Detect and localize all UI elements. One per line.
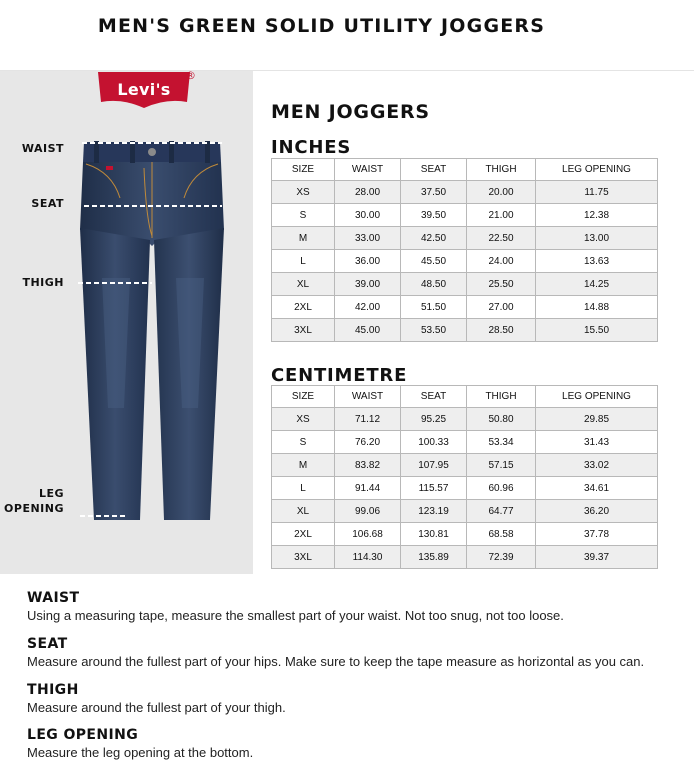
- table-cell: 99.06: [335, 500, 401, 523]
- table-cell: 53.50: [401, 319, 467, 342]
- jeans-icon: [72, 128, 232, 530]
- chart-title: MEN JOGGERS: [271, 101, 430, 123]
- table-cell: 42.50: [401, 227, 467, 250]
- col-header: SEAT: [401, 386, 467, 408]
- label-waist: WAIST: [21, 142, 64, 155]
- table-cell: 33.00: [335, 227, 401, 250]
- table-row: [272, 319, 658, 342]
- definition-title-seat: SEAT: [27, 636, 68, 652]
- table-cell: XL: [272, 500, 335, 523]
- table-row: [272, 500, 658, 523]
- table-cell: 39.37: [536, 546, 658, 569]
- definition-text-leg-opening: Measure the leg opening at the bottom.: [27, 745, 254, 760]
- table-cell: XL: [272, 273, 335, 296]
- table-cell: L: [272, 477, 335, 500]
- table-cell: 14.25: [536, 273, 658, 296]
- table-cell: 37.78: [536, 523, 658, 546]
- table-cell: 45.00: [335, 319, 401, 342]
- table-cell: 60.96: [467, 477, 536, 500]
- table-cell: 13.63: [536, 250, 658, 273]
- table-cell: 37.50: [401, 181, 467, 204]
- definition-text-seat: Measure around the fullest part of your hips. Make sure to keep the tape measure as horizontal as you can.: [27, 654, 645, 669]
- inches-table: [271, 158, 658, 342]
- table-cell: 45.50: [401, 250, 467, 273]
- table-cell: 48.50: [401, 273, 467, 296]
- table-row: [272, 250, 658, 273]
- table-row: [272, 408, 658, 431]
- table-cell: 71.12: [335, 408, 401, 431]
- table-row: [272, 181, 658, 204]
- table-row: [272, 431, 658, 454]
- table-cell: 39.00: [335, 273, 401, 296]
- table-row: [272, 546, 658, 569]
- table-cell: S: [272, 431, 335, 454]
- table-cell: 76.20: [335, 431, 401, 454]
- table-cell: 29.85: [536, 408, 658, 431]
- table-cell: 130.81: [401, 523, 467, 546]
- page-title: MEN'S GREEN SOLID UTILITY JOGGERS: [97, 15, 546, 37]
- col-header: THIGH: [467, 386, 536, 408]
- col-header: WAIST: [335, 159, 401, 181]
- col-header: LEG OPENING: [536, 386, 658, 408]
- table-cell: 30.00: [335, 204, 401, 227]
- table-cell: 27.00: [467, 296, 536, 319]
- table-cell: 83.82: [335, 454, 401, 477]
- table-cell: 95.25: [401, 408, 467, 431]
- table-cell: 34.61: [536, 477, 658, 500]
- inches-heading: INCHES: [271, 137, 352, 158]
- table-cell: 14.88: [536, 296, 658, 319]
- table-cell: 36.20: [536, 500, 658, 523]
- table-cell: 123.19: [401, 500, 467, 523]
- definition-title-leg-opening: LEG OPENING: [27, 727, 139, 743]
- levis-logo: [98, 69, 196, 109]
- table-cell: 51.50: [401, 296, 467, 319]
- table-cell: 53.34: [467, 431, 536, 454]
- table-row: [272, 477, 658, 500]
- col-header: SIZE: [272, 159, 335, 181]
- table-cell: 20.00: [467, 181, 536, 204]
- table-cell: 22.50: [467, 227, 536, 250]
- table-cell: 25.50: [467, 273, 536, 296]
- table-cell: 2XL: [272, 296, 335, 319]
- table-cell: 13.00: [536, 227, 658, 250]
- table-cell: XS: [272, 181, 335, 204]
- col-header: LEG OPENING: [536, 159, 658, 181]
- label-leg-opening-line1: LEG: [38, 487, 64, 500]
- table-cell: L: [272, 250, 335, 273]
- table-cell: 64.77: [467, 500, 536, 523]
- table-cell: XS: [272, 408, 335, 431]
- table-cell: 91.44: [335, 477, 401, 500]
- col-header: SIZE: [272, 386, 335, 408]
- table-cell: 57.15: [467, 454, 536, 477]
- table-cell: 33.02: [536, 454, 658, 477]
- table-cell: 50.80: [467, 408, 536, 431]
- table-cell: 3XL: [272, 546, 335, 569]
- table-header-row: [272, 386, 658, 408]
- centimetre-heading: CENTIMETRE: [271, 365, 408, 386]
- col-header: WAIST: [335, 386, 401, 408]
- table-cell: 107.95: [401, 454, 467, 477]
- table-cell: M: [272, 227, 335, 250]
- table-cell: S: [272, 204, 335, 227]
- table-cell: 2XL: [272, 523, 335, 546]
- table-cell: M: [272, 454, 335, 477]
- table-row: [272, 523, 658, 546]
- table-header-row: [272, 159, 658, 181]
- label-seat: SEAT: [31, 197, 64, 210]
- jeans-illustration: [72, 128, 232, 535]
- table-cell: 28.00: [335, 181, 401, 204]
- definition-text-thigh: Measure around the fullest part of your thigh.: [27, 700, 286, 715]
- table-cell: 72.39: [467, 546, 536, 569]
- table-row: [272, 454, 658, 477]
- centimetre-table: [271, 385, 658, 569]
- table-cell: 114.30: [335, 546, 401, 569]
- table-row: [272, 273, 658, 296]
- col-header: THIGH: [467, 159, 536, 181]
- table-cell: 21.00: [467, 204, 536, 227]
- table-row: [272, 204, 658, 227]
- table-cell: 36.00: [335, 250, 401, 273]
- table-cell: 15.50: [536, 319, 658, 342]
- table-cell: 135.89: [401, 546, 467, 569]
- definition-text-waist: Using a measuring tape, measure the smallest part of your waist. Not too snug, not too loose.: [27, 608, 564, 623]
- table-cell: 28.50: [467, 319, 536, 342]
- registered-mark: ®: [185, 69, 196, 82]
- table-cell: 3XL: [272, 319, 335, 342]
- table-cell: 24.00: [467, 250, 536, 273]
- label-leg-opening-line2: OPENING: [4, 502, 64, 515]
- table-cell: 68.58: [467, 523, 536, 546]
- table-cell: 42.00: [335, 296, 401, 319]
- table-cell: 39.50: [401, 204, 467, 227]
- table-cell: 100.33: [401, 431, 467, 454]
- table-cell: 11.75: [536, 181, 658, 204]
- definition-title-waist: WAIST: [27, 590, 80, 606]
- table-cell: 115.57: [401, 477, 467, 500]
- col-header: SEAT: [401, 159, 467, 181]
- table-row: [272, 227, 658, 250]
- table-cell: 31.43: [536, 431, 658, 454]
- definition-title-thigh: THIGH: [27, 682, 79, 698]
- logo-text: Levi's: [117, 80, 171, 99]
- table-cell: 12.38: [536, 204, 658, 227]
- table-cell: 106.68: [335, 523, 401, 546]
- table-row: [272, 296, 658, 319]
- label-thigh: THIGH: [22, 276, 64, 289]
